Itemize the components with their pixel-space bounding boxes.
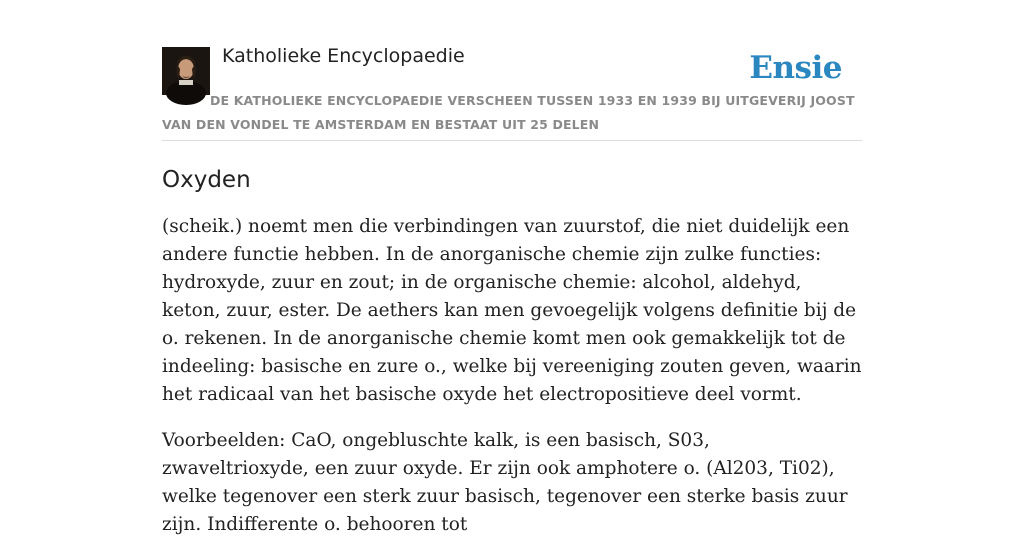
brand-logo[interactable]: Ensie — [749, 50, 842, 86]
article-paragraph: (scheik.) noemt men die verbindingen van zuurstof, die niet duidelijk een andere functie hebben. In de anorganische chemie zijn zulke functies: hydroxyde, zuur en zout; in de organische chemie: alcohol, aldehyd, keton, zuur, ester. De aethers kan men gevoegelijk volgens definitie bij de o. rekenen. In de anorganische chemie komt men ook gemakkelijk tot de indeeling: basische en zure o., welke bij vereeniging zouten geven, waarin het radicaal van het basische oxyde het electropositieve deel vormt. — [162, 216, 862, 405]
article-title: Oxyden — [162, 167, 251, 193]
source-title[interactable]: Katholieke Encyclopaedie — [222, 45, 465, 67]
page — [162, 0, 862, 539]
portrait-icon[interactable] — [162, 47, 210, 95]
source-header — [162, 0, 862, 141]
article-paragraph: Voorbeelden: CaO, ongebluschte kalk, is een basisch, S03, zwaveltrioxyde, een zuur oxyde. Er zijn ook amphotere o. (Al203, Ti02), welke tegenover een sterk zuur basisch, tegenover een sterke basis zuur zijn. Indifferente o. behooren tot — [162, 430, 848, 535]
source-description: DE KATHOLIEKE ENCYCLOPAEDIE VERSCHEEN TUSSEN 1933 EN 1939 BIJ UITGEVERIJ JOOST VAN DEN VONDEL TE AMSTERDAM EN BESTAAT UIT 25 DELEN — [162, 93, 855, 132]
